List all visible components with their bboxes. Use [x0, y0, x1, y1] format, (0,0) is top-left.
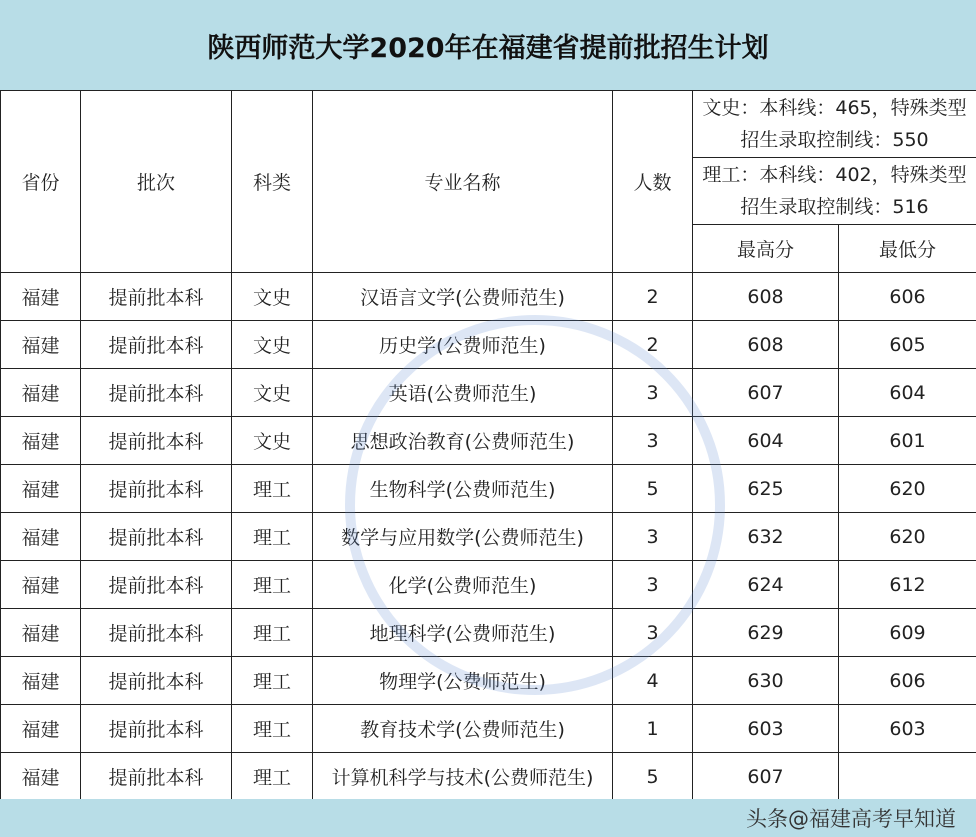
table-row	[1, 609, 976, 657]
credit-text: 头条@福建高考早知道	[746, 807, 956, 831]
cell-max: 630	[693, 657, 839, 705]
cell-province: 福建	[1, 321, 81, 369]
cell-major: 生物科学(公费师范生)	[313, 465, 613, 513]
cell-major: 数学与应用数学(公费师范生)	[313, 513, 613, 561]
bottom-bar	[0, 799, 976, 837]
cell-major: 英语(公费师范生)	[313, 369, 613, 417]
cell-max: 603	[693, 705, 839, 753]
cell-province: 福建	[1, 753, 81, 801]
cell-category: 理工	[232, 561, 313, 609]
cell-batch: 提前批本科	[81, 369, 232, 417]
cell-batch: 提前批本科	[81, 465, 232, 513]
cell-min: 620	[839, 513, 976, 561]
cell-province: 福建	[1, 369, 81, 417]
cell-category: 文史	[232, 369, 313, 417]
cell-province: 福建	[1, 561, 81, 609]
header-major: 专业名称	[313, 91, 613, 273]
cell-province: 福建	[1, 513, 81, 561]
cell-batch: 提前批本科	[81, 705, 232, 753]
cell-batch: 提前批本科	[81, 609, 232, 657]
cell-count: 2	[613, 273, 693, 321]
table-row	[1, 465, 976, 513]
page-title: 陕西师范大学2020年在福建省提前批招生计划	[0, 0, 976, 91]
cell-major: 思想政治教育(公费师范生)	[313, 417, 613, 465]
cell-min: 606	[839, 657, 976, 705]
cell-category: 文史	[232, 273, 313, 321]
table-row	[1, 753, 976, 801]
cell-batch: 提前批本科	[81, 657, 232, 705]
cell-category: 理工	[232, 513, 313, 561]
table-row	[1, 273, 976, 321]
cell-count: 1	[613, 705, 693, 753]
cell-max: 629	[693, 609, 839, 657]
cell-major: 地理科学(公费师范生)	[313, 609, 613, 657]
cell-min: 604	[839, 369, 976, 417]
cell-batch: 提前批本科	[81, 273, 232, 321]
cell-category: 理工	[232, 657, 313, 705]
cell-max: 632	[693, 513, 839, 561]
cell-category: 理工	[232, 753, 313, 801]
table-row	[1, 657, 976, 705]
note-wenshi: 文史：本科线：465，特殊类型招生录取控制线：550	[693, 91, 976, 158]
cell-batch: 提前批本科	[81, 321, 232, 369]
cell-min: 605	[839, 321, 976, 369]
cell-min: 609	[839, 609, 976, 657]
cell-batch: 提前批本科	[81, 417, 232, 465]
cell-major: 计算机科学与技术(公费师范生)	[313, 753, 613, 801]
cell-count: 4	[613, 657, 693, 705]
cell-category: 理工	[232, 705, 313, 753]
header-count: 人数	[613, 91, 693, 273]
header-batch: 批次	[81, 91, 232, 273]
header-min: 最低分	[839, 225, 976, 273]
cell-province: 福建	[1, 705, 81, 753]
table-row	[1, 513, 976, 561]
table-row	[1, 705, 976, 753]
cell-major: 教育技术学(公费师范生)	[313, 705, 613, 753]
cell-max: 607	[693, 753, 839, 801]
cell-max: 607	[693, 369, 839, 417]
cell-province: 福建	[1, 417, 81, 465]
cell-min: 603	[839, 705, 976, 753]
cell-count: 5	[613, 753, 693, 801]
cell-major: 化学(公费师范生)	[313, 561, 613, 609]
cell-major: 物理学(公费师范生)	[313, 657, 613, 705]
cell-major: 历史学(公费师范生)	[313, 321, 613, 369]
cell-province: 福建	[1, 657, 81, 705]
cell-major: 汉语言文学(公费师范生)	[313, 273, 613, 321]
cell-count: 3	[613, 417, 693, 465]
cell-category: 文史	[232, 321, 313, 369]
cell-max: 625	[693, 465, 839, 513]
cell-province: 福建	[1, 609, 81, 657]
cell-min: 601	[839, 417, 976, 465]
table-row	[1, 561, 976, 609]
cell-min: 606	[839, 273, 976, 321]
cell-count: 2	[613, 321, 693, 369]
table-row	[1, 321, 976, 369]
cell-min: 620	[839, 465, 976, 513]
cell-batch: 提前批本科	[81, 561, 232, 609]
cell-min	[839, 753, 976, 801]
cell-category: 理工	[232, 609, 313, 657]
cell-count: 3	[613, 369, 693, 417]
cell-batch: 提前批本科	[81, 753, 232, 801]
cell-province: 福建	[1, 465, 81, 513]
cell-max: 608	[693, 321, 839, 369]
cell-province: 福建	[1, 273, 81, 321]
note-ligong: 理工：本科线：402，特殊类型招生录取控制线：516	[693, 158, 976, 225]
header-max: 最高分	[693, 225, 839, 273]
header-province: 省份	[1, 91, 81, 273]
cell-count: 5	[613, 465, 693, 513]
cell-count: 3	[613, 561, 693, 609]
table-row	[1, 369, 976, 417]
cell-max: 624	[693, 561, 839, 609]
cell-max: 604	[693, 417, 839, 465]
admission-table	[0, 90, 976, 801]
cell-max: 608	[693, 273, 839, 321]
cell-category: 文史	[232, 417, 313, 465]
cell-min: 612	[839, 561, 976, 609]
cell-count: 3	[613, 609, 693, 657]
table-row	[1, 417, 976, 465]
header-category: 科类	[232, 91, 313, 273]
cell-batch: 提前批本科	[81, 513, 232, 561]
cell-category: 理工	[232, 465, 313, 513]
cell-count: 3	[613, 513, 693, 561]
